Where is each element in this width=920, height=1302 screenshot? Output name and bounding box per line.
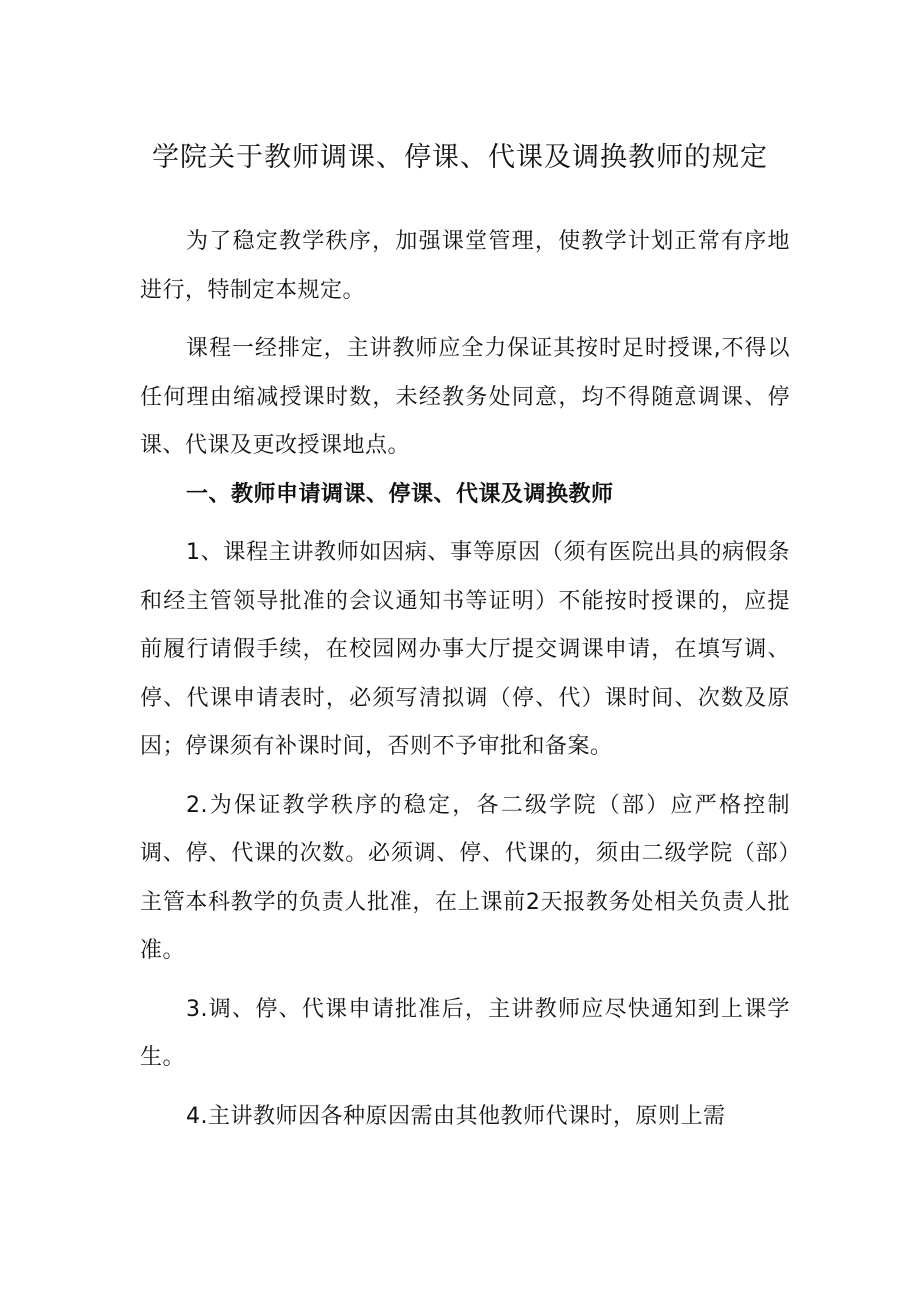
- intro-paragraph-1: 为了稳定教学秩序，加强课堂管理，使教学计划正常有序地进行，特制定本规定。: [140, 229, 790, 303]
- document-title: 学院关于教师调课、停课、代课及调换教师的规定: [152, 142, 768, 173]
- rule-item-3: 3.调、停、代课申请批准后，主讲教师应尽快通知到上课学生。: [140, 996, 790, 1070]
- document-body: [140, 218, 790, 1141]
- rule-item-1: 1、课程主讲教师如因病、事等原因（须有医院出具的病假条和经主管领导批准的会议通知书等证明）不能按时授课的，应提前履行请假手续，在校园网办事大厅提交调课申请，在填写调、停、代课申请表时，必须写清拟调（停、代）课时间、次数及原因；停课须有补课时间，否则不予审批和备案。: [140, 540, 790, 759]
- rule-item-4: 4.主讲教师因各种原因需由其他教师代课时，原则上需: [186, 1103, 726, 1129]
- section-heading-1: 一、教师申请调课、停课、代课及调换教师: [186, 481, 614, 507]
- intro-paragraph-2: 课程一经排定，主讲教师应全力保证其按时足时授课,不得以任何理由缩减授课时数，未经教务处同意，均不得随意调课、停课、代课及更改授课地点。: [140, 336, 790, 458]
- rule-item-2: 2.为保证教学秩序的稳定，各二级学院（部）应严格控制调、停、代课的次数。必须调、停、代课的，须由二级学院（部）主管本科教学的负责人批准，在上课前2天报教务处相关负责人批准。: [140, 792, 790, 963]
